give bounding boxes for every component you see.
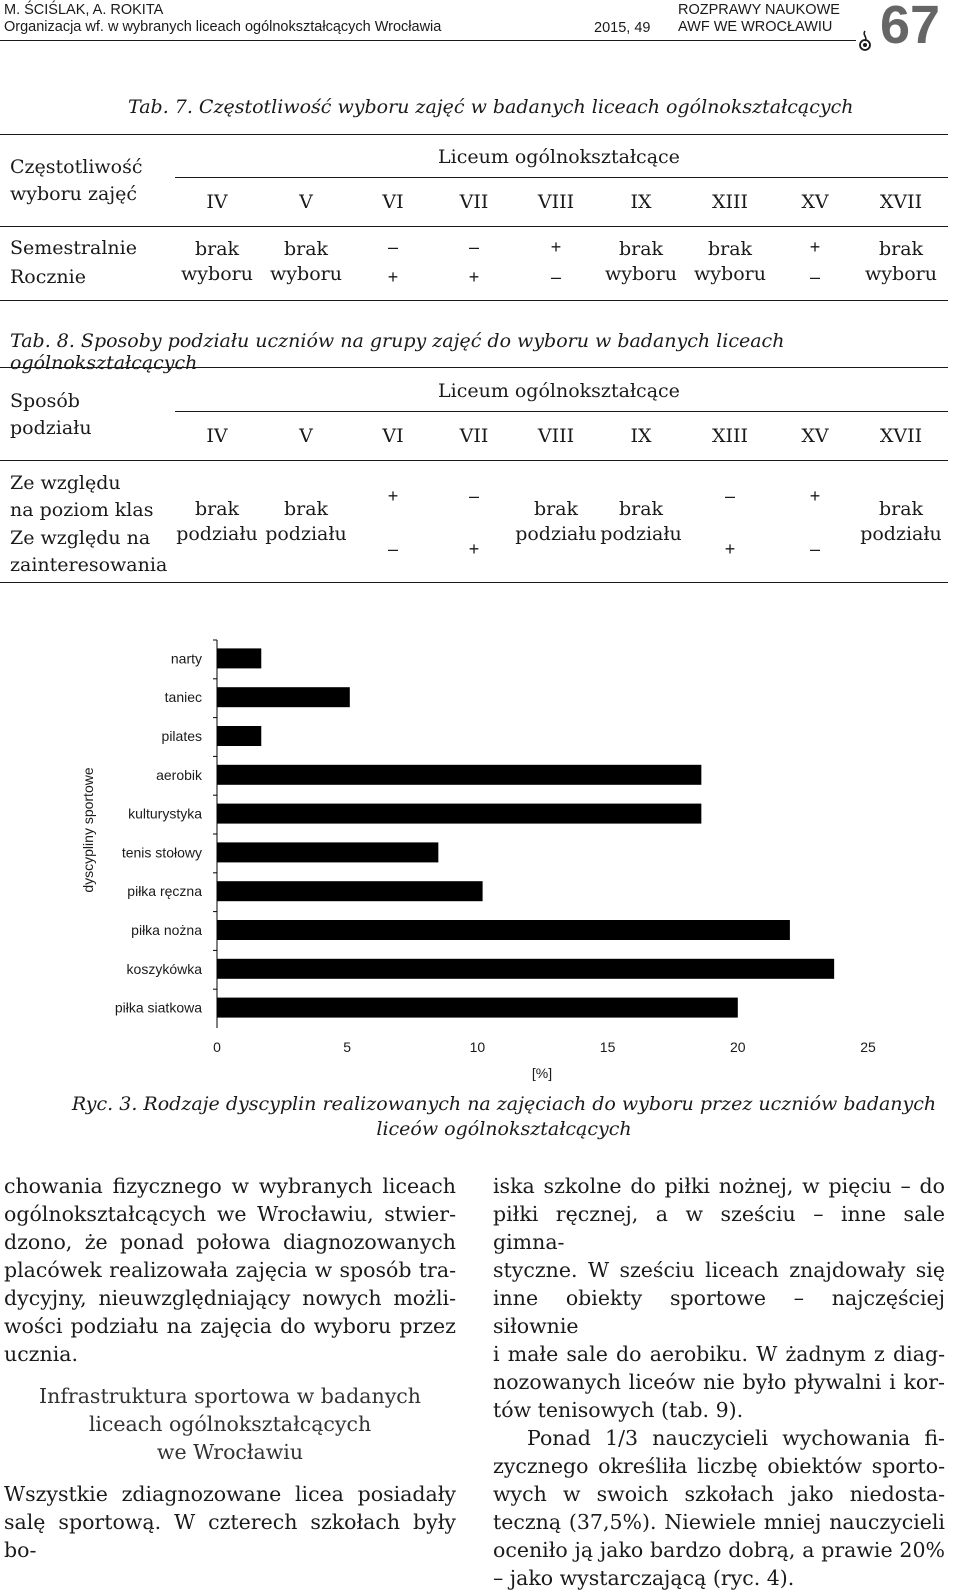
cell-symbol: + [809, 237, 821, 257]
section-heading [4, 1382, 456, 1466]
column-header-vi: VI [382, 425, 404, 447]
text-line: oceniło ją jako bardzo dobrą, a prawie 20% [493, 1538, 945, 1562]
bar [217, 648, 261, 668]
cell-word-1: brak [618, 498, 664, 520]
cell-symbol: + [468, 539, 480, 559]
cell-symbol: – [387, 539, 398, 559]
bar [217, 804, 701, 824]
column-header-v: V [299, 191, 313, 213]
cell-word-2: podziału [176, 523, 258, 545]
cell-word-1: brak [283, 238, 329, 260]
bar [217, 765, 701, 785]
category-label: narty [170, 650, 202, 667]
text-line: – jako wystarczającą (ryc. 4). [493, 1566, 795, 1590]
column-header-xvii: XVII [879, 191, 923, 213]
text-line: ucznia. [4, 1342, 78, 1366]
right-paragraph-2 [493, 1424, 945, 1592]
cell-symbol: + [809, 486, 821, 506]
table8-row2-label [10, 525, 167, 579]
cell-text [851, 237, 951, 287]
text-line: piłki ręcznej, a w sześciu – inne sale gimna- [493, 1202, 945, 1254]
running-header-left [4, 2, 441, 36]
cell-symbol: + [550, 237, 562, 257]
cell-word-1: brak [283, 498, 329, 520]
column-header-vii: VII [459, 191, 489, 213]
table7-corner-header [10, 154, 143, 208]
table8-group-header: Liceum ogólnokształcące [438, 380, 680, 402]
table8-row1-line1: Ze względu [10, 472, 121, 494]
table7-corner-line1: Częstotliwość [10, 156, 143, 178]
column-header-iv: IV [206, 191, 228, 213]
category-label: kulturystyka [128, 805, 202, 822]
column-header-vii: VII [459, 425, 489, 447]
table8-row2-line2: zainteresowania [10, 554, 168, 576]
category-label: piłka siatkowa [114, 999, 202, 1016]
cell-text [851, 497, 951, 547]
cell-word-2: wyboru [181, 263, 253, 285]
text-line: dzono, że ponad połowa diagnozowanych [4, 1230, 456, 1254]
cell-word-2: podziału [860, 523, 942, 545]
table7-group-header: Liceum ogólnokształcące [438, 146, 680, 168]
text-line: dycyjny, nieuwzględniający nowych możli- [4, 1286, 456, 1310]
bar [217, 998, 738, 1018]
section-heading-line: we Wrocławiu [156, 1440, 304, 1464]
column-header-viii: VIII [537, 425, 575, 447]
x-tick-label: 25 [860, 1039, 876, 1055]
column-header-vi: VI [382, 191, 404, 213]
category-label: tenis stołowy [121, 844, 202, 861]
x-tick-label: 0 [213, 1039, 221, 1055]
cell-text [167, 497, 267, 547]
text-line: Ponad 1/3 nauczycieli wychowania fi- [527, 1426, 945, 1450]
category-label: piłka nożna [131, 922, 202, 938]
text-line: placówek realizowała zajęcia w sposób tra- [4, 1258, 456, 1282]
x-tick-label: 15 [599, 1039, 616, 1055]
journal-logo-icon [856, 30, 874, 52]
bar [217, 881, 483, 901]
table7-bottom-rule [0, 300, 948, 301]
header-journal-line2: AWF WE WROCŁAWIU [678, 19, 833, 35]
category-label: aerobik [156, 766, 202, 783]
running-header-right [678, 2, 840, 36]
cell-word-2: wyboru [865, 263, 937, 285]
table7-caption [128, 96, 853, 118]
x-tick-label: 5 [343, 1039, 352, 1055]
column-header-viii: VIII [537, 191, 575, 213]
cell-text [256, 237, 356, 287]
header-subtitle: Organizacja wf. w wybranych liceach ogólnokształcących Wrocławia [4, 19, 442, 35]
cell-word-1: brak [533, 498, 579, 520]
cell-symbol: – [387, 237, 398, 257]
column-header-xv: XV [801, 425, 829, 447]
bar [217, 726, 261, 746]
cell-word-1: brak [194, 238, 240, 260]
left-paragraph-1 [4, 1172, 456, 1368]
cell-symbol: + [387, 486, 399, 506]
figure-caption-line2: liceów ogólnokształcących [376, 1118, 632, 1140]
page-number: 67 [880, 0, 941, 55]
header-journal-line1: ROZPRAWY NAUKOWE [678, 2, 840, 18]
text-line: iska szkolne do piłki nożnej, w pięciu – do [493, 1174, 945, 1198]
table8-row1-label [10, 470, 153, 524]
text-line: inne obiekty sportowe – najczęściej siłownie [493, 1286, 945, 1338]
text-line: i małe sale do aerobiku. W żadnym z diag- [493, 1342, 945, 1366]
cell-word-2: wyboru [605, 263, 677, 285]
table7-row1-label: Semestralnie [10, 237, 137, 259]
table7-header-rule [0, 226, 948, 227]
right-column [493, 1172, 945, 1592]
cell-text [591, 497, 691, 547]
text-line: tów tenisowych (tab. 9). [493, 1398, 744, 1422]
text-line: teczną (37,5%). Niewiele mniej nauczycieli [493, 1510, 945, 1534]
section-heading-line: Infrastruktura sportowa w badanych [39, 1384, 421, 1408]
section-heading-line: liceach ogólnokształcących [88, 1412, 372, 1436]
cell-symbol: – [809, 539, 820, 559]
cell-symbol: – [550, 267, 561, 287]
text-line: ogólnokształcących we Wrocławiu, stwier- [4, 1202, 456, 1226]
cell-word-2: wyboru [694, 263, 766, 285]
text-line: Wszystkie zdiagnozowane licea posiadały [4, 1482, 456, 1506]
figure-caption [60, 1092, 948, 1142]
cell-symbol: + [468, 267, 480, 287]
column-header-ix: IX [630, 191, 652, 213]
figure-caption-line1: Ryc. 3. Rodzaje dyscyplin realizowanych na zajęciach do wyboru przez uczniów badanych [71, 1093, 937, 1115]
cell-word-1: brak [618, 238, 664, 260]
x-tick-label: 10 [469, 1039, 486, 1055]
cell-word-1: brak [707, 238, 753, 260]
x-axis-title: [%] [531, 1065, 553, 1081]
table7-top-rule [0, 134, 948, 135]
cell-word-2: podziału [265, 523, 347, 545]
cell-symbol: – [809, 267, 820, 287]
bar [217, 959, 834, 979]
column-header-v: V [299, 425, 313, 447]
table8-corner-header [10, 388, 92, 442]
table7-group-rule [175, 177, 948, 178]
column-header-xiii: XIII [711, 425, 749, 447]
cell-symbol: – [724, 486, 735, 506]
category-label: pilates [161, 728, 202, 744]
cell-text [256, 497, 356, 547]
header-rule [0, 40, 856, 41]
text-line: styczne. W sześciu liceach znajdowały się [493, 1258, 945, 1282]
table8-bottom-rule [0, 582, 948, 583]
cell-word-1: brak [194, 498, 240, 520]
y-axis-title: dyscypliny sportowe [80, 767, 96, 893]
cell-text [167, 237, 267, 287]
table8-header-rule [0, 460, 948, 461]
bar-chart [0, 630, 960, 1085]
header-year-issue: 2015, 49 [594, 20, 651, 36]
right-paragraph-1 [493, 1172, 945, 1424]
column-header-xiii: XIII [711, 191, 749, 213]
text-line: wych w swoich szkołach jako niedosta- [493, 1482, 945, 1506]
category-label: koszykówka [126, 960, 202, 977]
table7-row2-label: Rocznie [10, 266, 86, 288]
table7-caption-text: Tab. 7. Częstotliwość wyboru zajęć w badanych liceach ogólnokształcących [128, 96, 854, 118]
cell-symbol: + [724, 539, 736, 559]
cell-word-2: podziału [600, 523, 682, 545]
x-tick-label: 20 [730, 1039, 746, 1055]
bar [217, 920, 790, 940]
table8-row1-line2: na poziom klas [10, 499, 154, 521]
header-authors: M. ŚCIŚLAK, A. ROKITA [4, 2, 164, 18]
text-line: wości podziału na zajęcia do wyboru przez [4, 1314, 456, 1338]
text-line: chowania fizycznego w wybranych liceach [4, 1174, 456, 1198]
cell-text [680, 237, 780, 287]
column-header-iv: IV [206, 425, 228, 447]
cell-word-1: brak [878, 238, 924, 260]
cell-word-2: wyboru [270, 263, 342, 285]
column-header-xvii: XVII [879, 425, 923, 447]
cell-word-2: podziału [515, 523, 597, 545]
table8-corner-line1: Sposób [10, 390, 80, 412]
column-header-ix: IX [630, 425, 652, 447]
left-paragraph-2 [4, 1480, 456, 1564]
cell-word-1: brak [878, 498, 924, 520]
cell-text [591, 237, 691, 287]
cell-symbol: – [468, 237, 479, 257]
category-label: taniec [164, 689, 202, 706]
category-label: piłka ręczna [127, 883, 202, 900]
table8-corner-line2: podziału [10, 417, 92, 439]
table8-caption-text: Tab. 8. Sposoby podziału uczniów na grupy zajęć do wyboru w badanych liceach ogólnokształcących [10, 330, 785, 374]
text-line: salę sportową. W czterech szkołach były bo- [4, 1510, 456, 1562]
column-header-xv: XV [801, 191, 829, 213]
bar [217, 687, 350, 707]
text-line: nozowanych liceów nie było pływalni i kor- [493, 1370, 945, 1394]
cell-symbol: + [387, 267, 399, 287]
bar [217, 842, 438, 862]
left-column [4, 1172, 456, 1564]
table8-row2-line1: Ze względu na [10, 527, 151, 549]
table7-corner-line2: wyboru zajęć [10, 183, 138, 205]
table8-group-rule [175, 411, 948, 412]
text-line: zycznego określiła liczbę obiektów sporto- [493, 1454, 945, 1478]
table8-top-rule [0, 367, 948, 368]
cell-symbol: – [468, 486, 479, 506]
